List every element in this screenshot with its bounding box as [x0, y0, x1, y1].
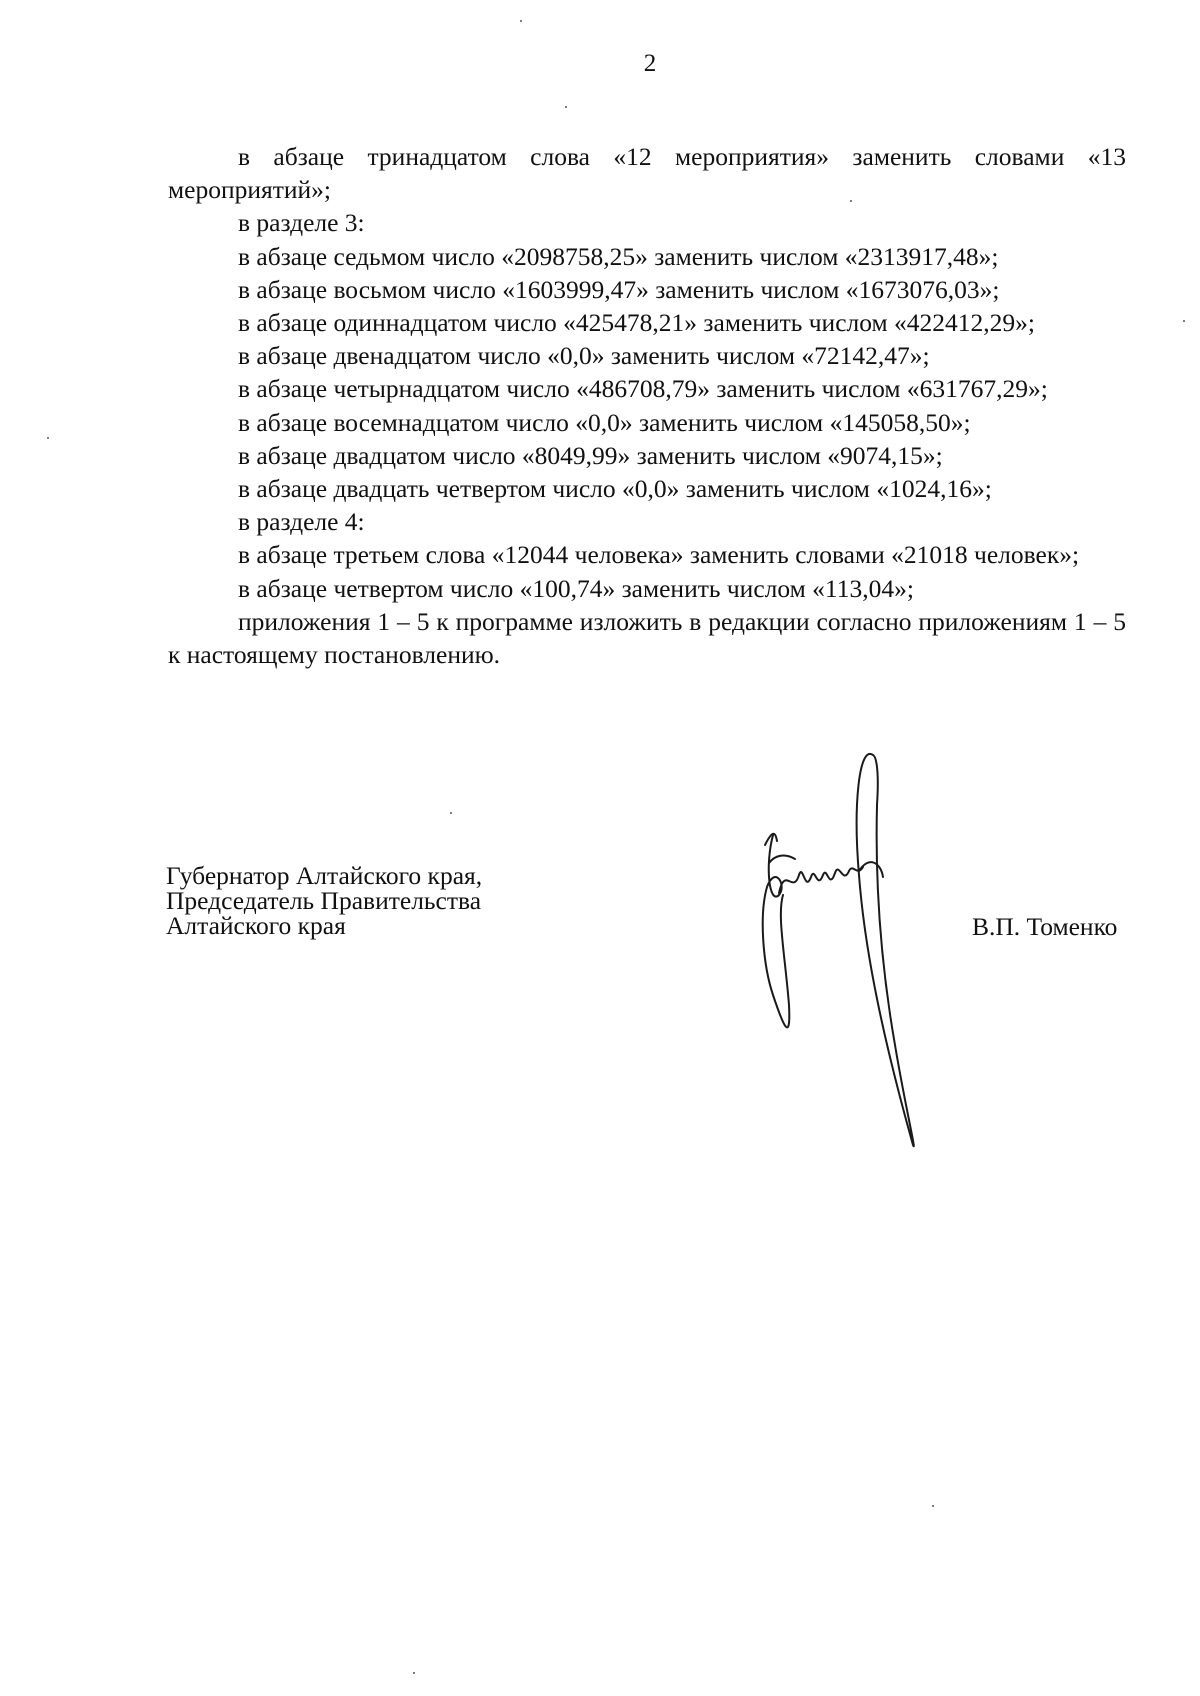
scan-speck — [413, 1672, 415, 1674]
paragraph: в разделе 3: — [238, 208, 365, 238]
scan-speck — [850, 200, 852, 202]
paragraph: в абзаце двадцатом число «8049,99» заменить числом «9074,15»; — [238, 440, 943, 470]
scan-speck — [565, 106, 567, 108]
paragraph: в абзаце третьем слова «12044 человека» заменить словами «21018 человек»; — [238, 540, 1080, 570]
paragraph: в абзаце восьмом число «1603999,47» заменить числом «1673076,03»; — [238, 274, 1000, 304]
scan-speck — [450, 812, 452, 814]
signatory-title-line: Председатель Правительства — [166, 886, 482, 915]
document-body — [168, 140, 1126, 671]
paragraph: в абзаце одиннадцатом число «425478,21» заменить числом «422412,29»; — [238, 308, 1035, 338]
scan-speck — [932, 1505, 934, 1507]
scan-speck — [1183, 320, 1185, 322]
paragraph: в абзаце четвертом число «100,74» заменить числом «113,04»; — [238, 573, 914, 603]
paragraph: в разделе 4: — [238, 507, 365, 537]
paragraph: в абзаце четырнадцатом число «486708,79» заменить числом «631767,29»; — [238, 374, 1048, 404]
paragraph: в абзаце тринадцатом слова «12 мероприятия» заменить словами «13 мероприятий»; — [168, 142, 1126, 205]
scan-speck — [520, 20, 522, 22]
handwritten-signature — [755, 745, 965, 1165]
signatory-title — [166, 863, 482, 938]
paragraph: в абзаце двадцать четвертом число «0,0» заменить числом «1024,16»; — [238, 474, 992, 504]
signatory-title-line: Губернатор Алтайского края, — [166, 861, 483, 890]
paragraph: в абзаце седьмом число «2098758,25» заменить числом «2313917,48»; — [238, 241, 999, 271]
page-number: 2 — [643, 50, 657, 77]
paragraph: приложения 1 – 5 к программе изложить в редакции согласно приложениям 1 – 5 к настоящему постановлению. — [168, 606, 1126, 670]
scan-speck — [47, 437, 49, 439]
paragraph: в абзаце восемнадцатом число «0,0» заменить числом «145058,50»; — [238, 407, 971, 437]
paragraph: в абзаце двенадцатом число «0,0» заменить числом «72142,47»; — [238, 341, 930, 371]
signatory-title-line: Алтайского края — [166, 911, 346, 940]
signer-name: В.П. Томенко — [972, 912, 1118, 941]
